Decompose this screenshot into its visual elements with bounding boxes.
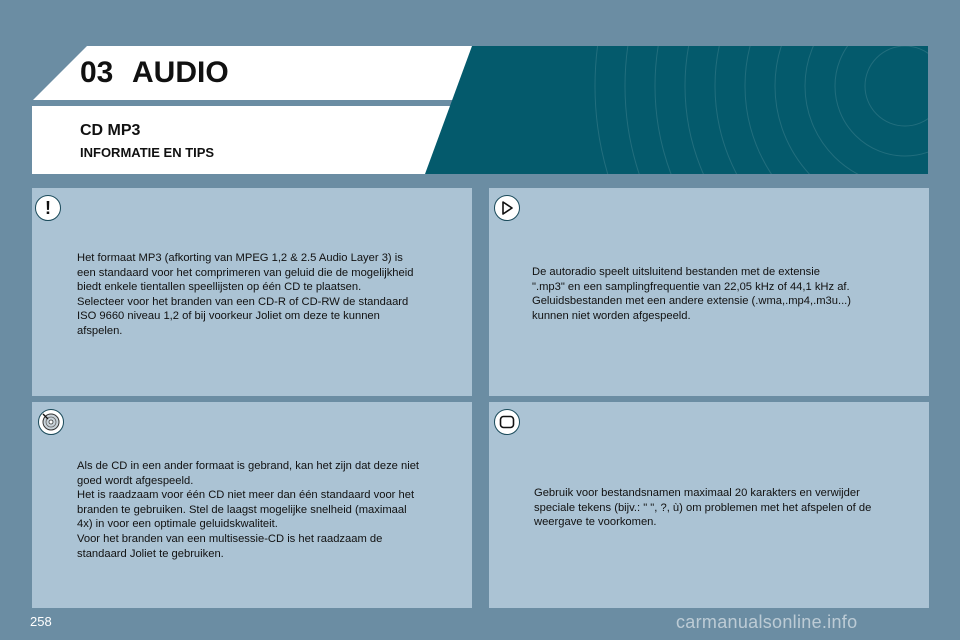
header-teal-block [425, 46, 928, 174]
page-number: 258 [30, 614, 52, 629]
section-title: CD MP3 [80, 122, 141, 139]
chapter-title: AUDIO [132, 56, 229, 89]
info-panel-filenames [489, 402, 929, 608]
chapter-number: 03 [80, 56, 114, 89]
info-panel-format [32, 188, 472, 396]
panel-text: Als de CD in een ander formaat is gebrand, kan het zijn dat deze niet goed wordt afgespeeld. Het is raadzaam voor één CD niet meer dan één standaard voor het branden te gebruiken. Stel de laagst mogelijke snelheid (maximaal 4x) in voor een optimale geluidskwaliteit. Voor het branden van een multisessie-CD is het raadzaam de standaard Joliet te gebruiken. [77, 460, 420, 560]
panel-text: Het formaat MP3 (afkorting van MPEG 1,2 & 2.5 Audio Layer 3) is een standaard voor het comprimeren van geluid die de mogelijkheid biedt enkele tientallen speellijsten op één CD te plaatsen. Selecteer voor het branden van een CD-R of CD-RW de standaard ISO 9660 niveau 1,2 of bij voorkeur Joliet om deze te kunnen afspelen. [77, 252, 414, 337]
info-panel-burning [32, 402, 472, 608]
header-arcs-decoration [425, 46, 928, 174]
panel-text: Gebruik voor bestandsnamen maximaal 20 karakters en verwijder speciale tekens (bijv.: " ", ?, ù) om problemen met het afspelen of de weergave te voorkomen. [534, 487, 872, 529]
panel-text: De autoradio speelt uitsluitend bestanden met de extensie ".mp3" en een samplingfrequentie van 22,05 kHz of 44,1 kHz af. Geluidsbestanden met een andere extensie (.wma,.mp4,.m3u...) kunnen niet worden afgespeeld. [532, 266, 852, 322]
rounded-square-icon [494, 409, 520, 435]
header-divider [32, 100, 472, 106]
play-triangle-icon [494, 195, 520, 221]
section-subtitle: INFORMATIE EN TIPS [80, 145, 215, 160]
disc-icon [38, 409, 64, 435]
exclamation-icon: ! [35, 195, 61, 221]
info-panel-extension [489, 188, 929, 396]
watermark: carmanualsonline.info [676, 612, 858, 632]
